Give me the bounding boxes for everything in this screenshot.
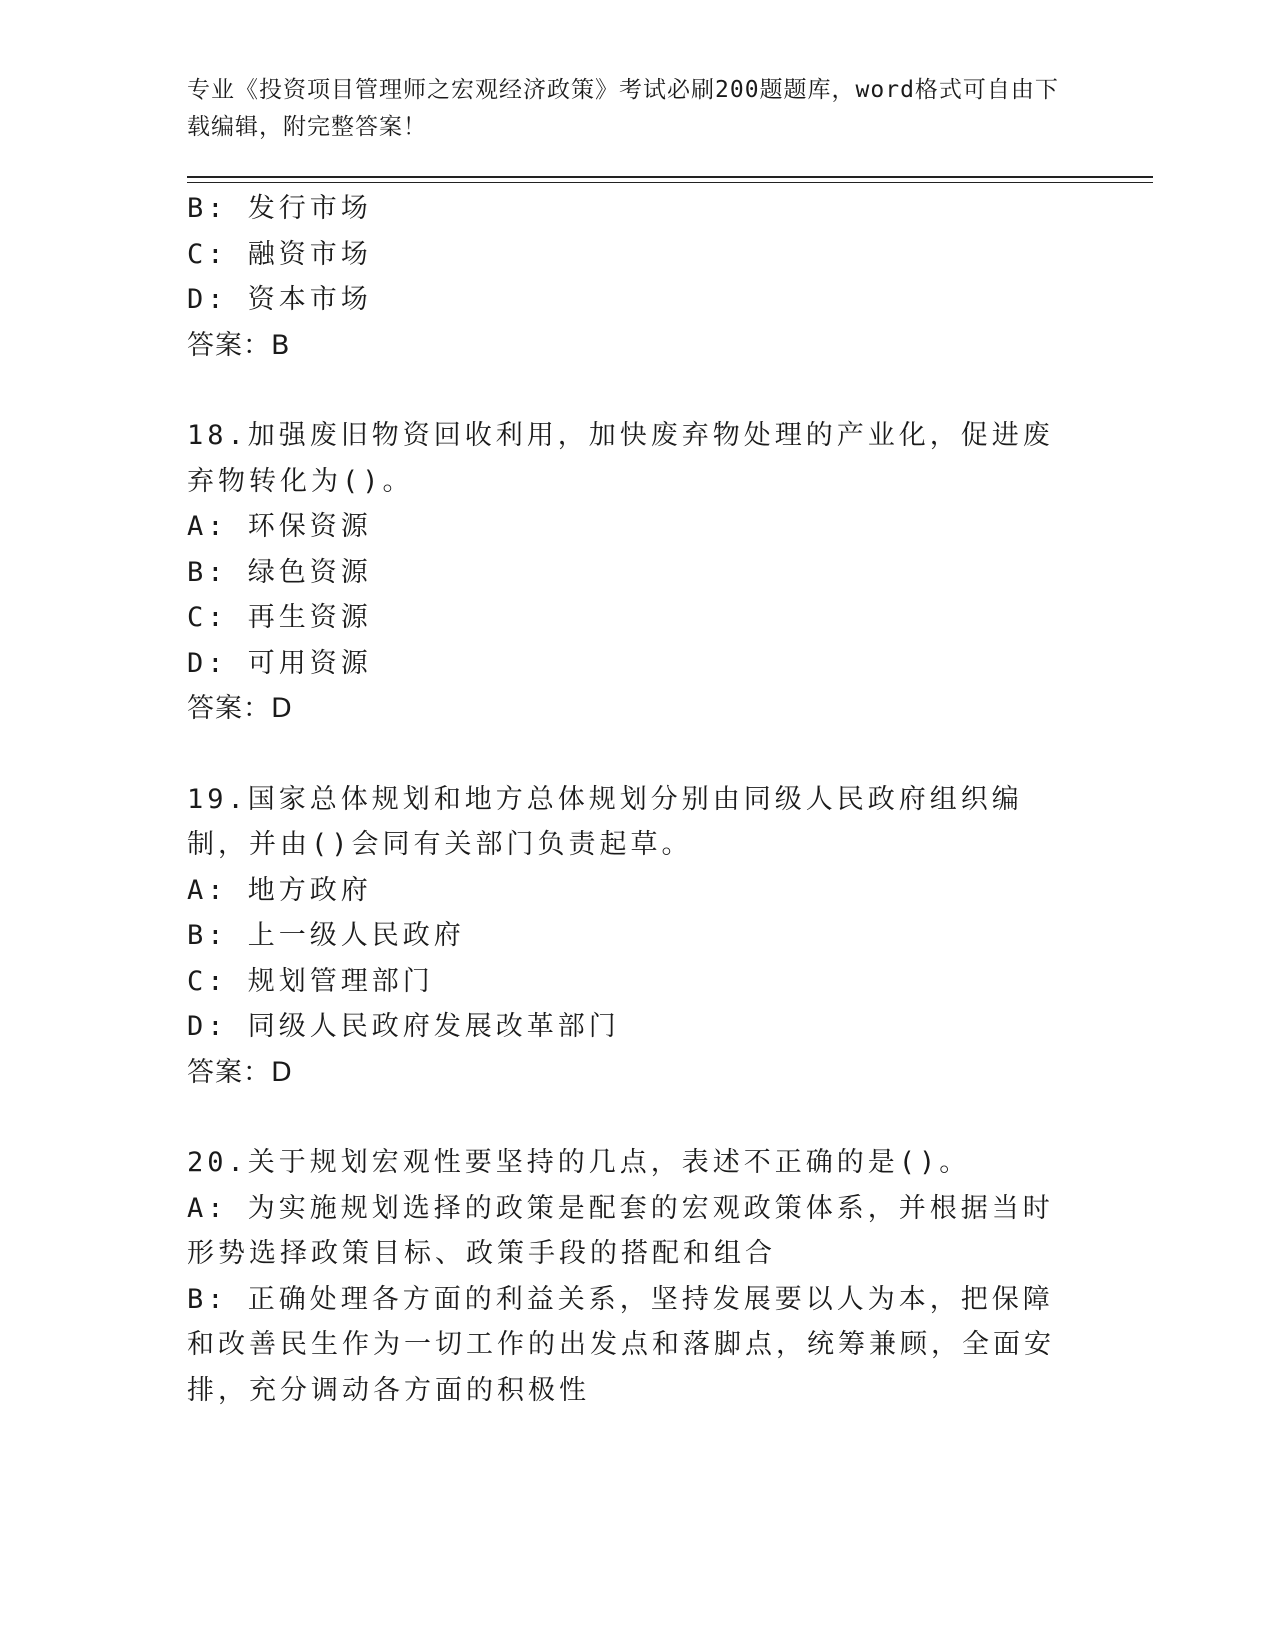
question-20 (187, 1140, 1067, 1413)
spacer (187, 732, 1067, 777)
option-b: B: 正确处理各方面的利益关系，坚持发展要以人为本，把保障和改善民生作为一切工作的出发点和落脚点，统筹兼顾，全面安排，充分调动各方面的积极性 (187, 1283, 1055, 1406)
answer-line: 答案：B (187, 329, 291, 361)
question-17-tail (187, 186, 1067, 368)
header-divider-thin (187, 182, 1153, 183)
answer-line: 答案：D (187, 1056, 293, 1088)
spacer (187, 1095, 1067, 1140)
option-b: B: 绿色资源 (187, 556, 372, 588)
option-a: A: 为实施规划选择的政策是配套的宏观政策体系，并根据当时形势选择政策目标、政策手段的搭配和组合 (187, 1192, 1054, 1269)
option-b: B: 发行市场 (187, 193, 372, 224)
option-d: D: 可用资源 (187, 647, 372, 679)
document-header: 专业《投资项目管理师之宏观经济政策》考试必刷200题题库，word格式可自由下载编辑，附完整答案！ (187, 77, 1059, 140)
option-d: D: 同级人民政府发展改革部门 (187, 1011, 620, 1042)
question-stem: 18.加强废旧物资回收利用，加快废弃物处理的产业化，促进废弃物转化为()。 (187, 420, 1054, 497)
question-list (187, 186, 1067, 1413)
spacer (187, 368, 1067, 413)
question-19 (187, 777, 1067, 1096)
option-c: C: 融资市场 (187, 238, 372, 270)
option-b: B: 上一级人民政府 (187, 920, 465, 951)
option-c: C: 规划管理部门 (187, 965, 434, 997)
question-stem: 19.国家总体规划和地方总体规划分别由同级人民政府组织编制，并由()会同有关部门负责起草。 (187, 783, 1023, 860)
option-a: A: 地方政府 (187, 874, 372, 906)
option-a: A: 环保资源 (187, 511, 372, 542)
option-c: C: 再生资源 (187, 602, 372, 633)
option-d: D: 资本市场 (187, 284, 372, 315)
question-stem: 20.关于规划宏观性要坚持的几点，表述不正确的是()。 (187, 1147, 971, 1178)
question-18 (187, 413, 1067, 732)
header-divider-thick (187, 176, 1153, 178)
answer-line: 答案：D (187, 693, 293, 724)
